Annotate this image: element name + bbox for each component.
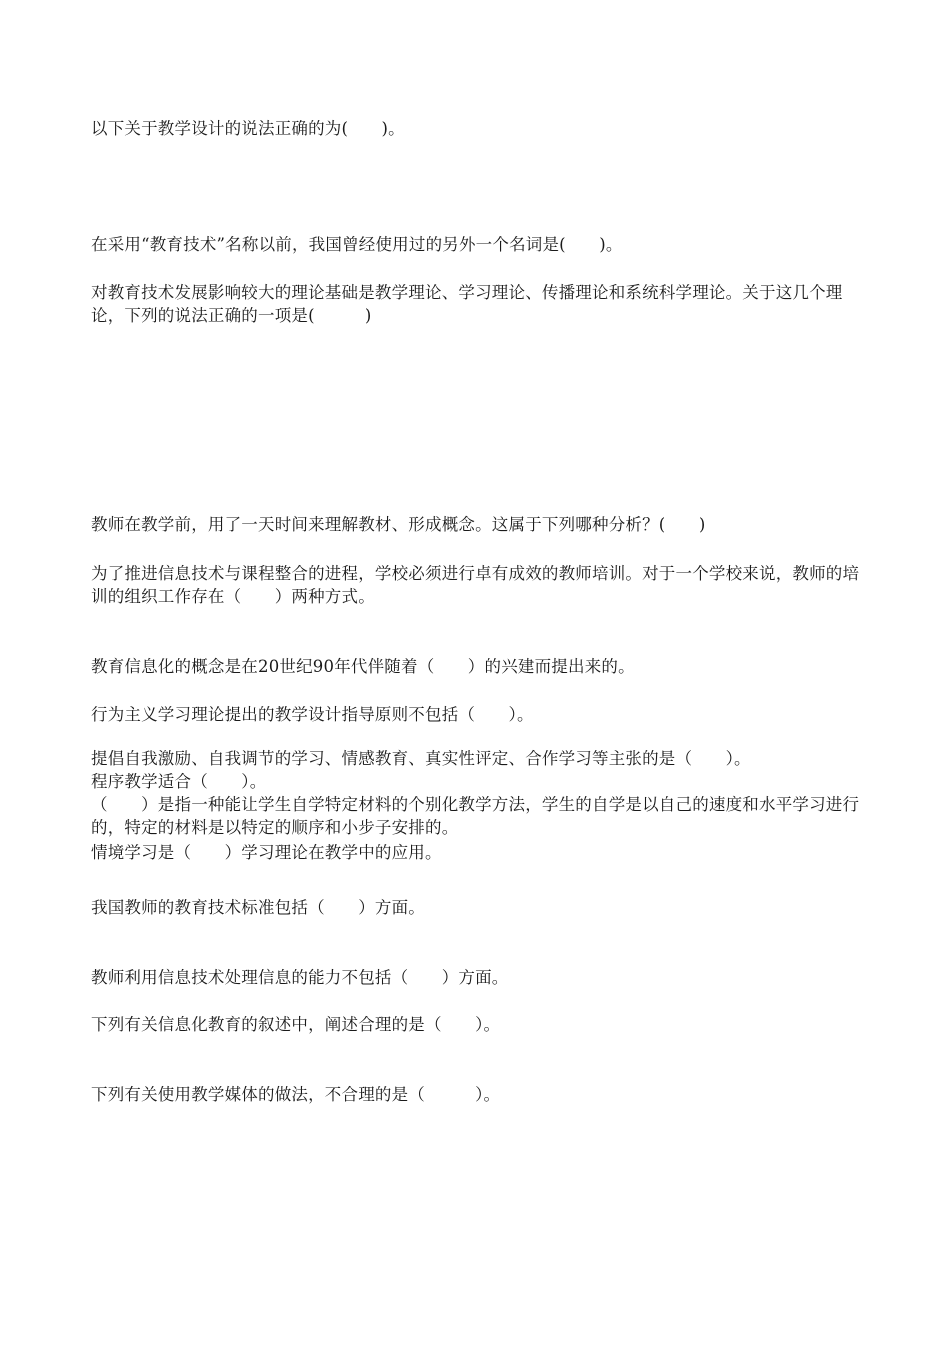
question-2: 在采用“教育技术”名称以前，我国曾经使用过的另外一个名词是( )。 [91, 235, 623, 254]
question-10: （ ）是指一种能让学生自学特定材料的个别化教学方法，学生的自学是以自己的速度和水平学习进行的，特定的材料是以特定的顺序和小步子安排的。 [91, 795, 860, 837]
question-7: 行为主义学习理论提出的教学设计指导原则不包括（ ）。 [91, 705, 534, 724]
question-4: 教师在教学前，用了一天时间来理解教材、形成概念。这属于下列哪种分析？( ) [91, 515, 706, 534]
question-6: 教育信息化的概念是在20世纪90年代伴随着（ ）的兴建而提出来的。 [91, 657, 635, 676]
question-3: 对教育技术发展影响较大的理论基础是教学理论、学习理论、传播理论和系统科学理论。关于这几个理论，下列的说法正确的一项是( ) [91, 283, 843, 325]
question-5: 为了推进信息技术与课程整合的进程，学校必须进行卓有成效的教师培训。对于一个学校来说，教师的培训的组织工作存在（ ）两种方式。 [91, 564, 860, 606]
question-12: 我国教师的教育技术标准包括（ ）方面。 [91, 898, 425, 917]
question-15: 下列有关使用教学媒体的做法，不合理的是（ ）。 [91, 1085, 501, 1104]
question-8: 提倡自我激励、自我调节的学习、情感教育、真实性评定、合作学习等主张的是（ ）。 [91, 749, 751, 768]
question-13: 教师利用信息技术处理信息的能力不包括（ ）方面。 [91, 968, 509, 987]
question-14: 下列有关信息化教育的叙述中，阐述合理的是（ ）。 [91, 1015, 501, 1034]
question-9: 程序教学适合（ ）。 [91, 772, 267, 791]
question-1: 以下关于教学设计的说法正确的为( )。 [91, 119, 405, 138]
question-11: 情境学习是（ ）学习理论在教学中的应用。 [91, 843, 442, 862]
